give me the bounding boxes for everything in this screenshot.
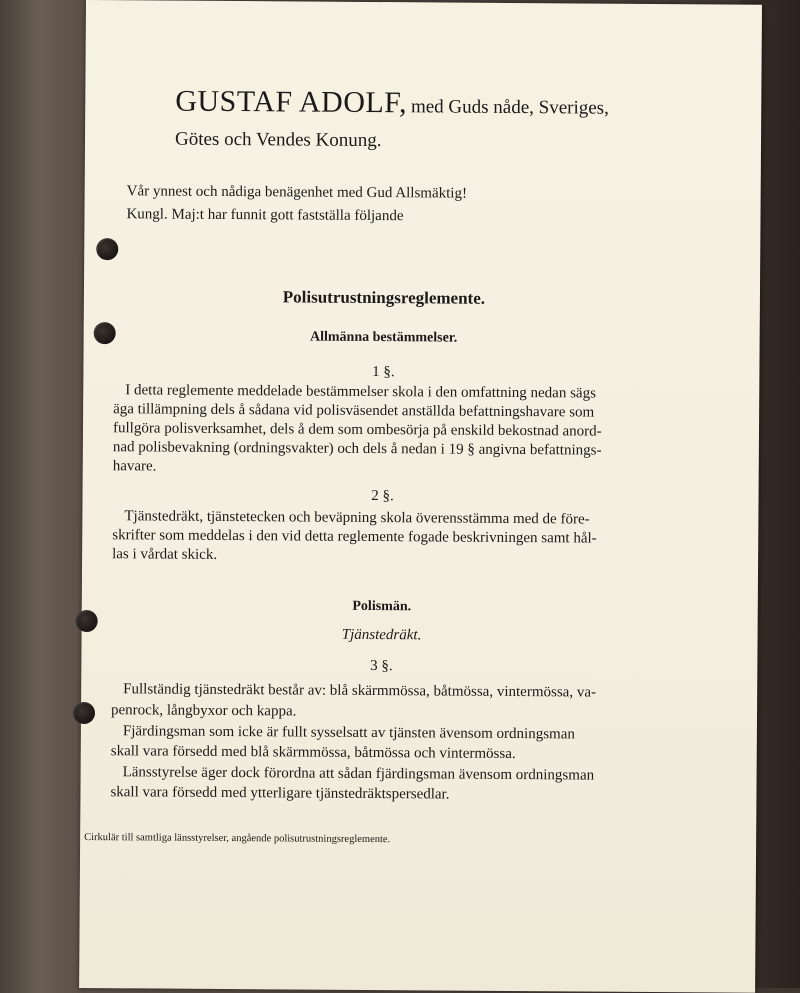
paragraph-line: I detta reglemente meddelade bestämmelser skola i den omfattning nedan sägs	[125, 382, 596, 402]
title-rest: med Guds nåde, Sveriges,	[410, 96, 609, 119]
paragraph-line: äga tillämpning dels å sådana vid polisväsendet anställda befattningshavare som	[113, 401, 595, 421]
paragraph-line: Fjärdingsman som icke är fullt sysselsatt av tjänsten ävensom ordningsman	[122, 723, 575, 743]
paragraph-number: 2 §.	[371, 488, 394, 505]
monarch-name: GUSTAF ADOLF,	[175, 84, 408, 120]
paragraph-line: skrifter som meddelas i den vid detta reglemente fogade beskrivningen samt hål-	[112, 527, 597, 547]
paragraph-line: Länsstyrelse äger dock förordna att sådan fjärdingsman ävensom ordningsman	[122, 764, 595, 784]
paragraph-line: havare.	[112, 458, 157, 475]
paragraph-line: fullgöra polisverksamhet, dels å dem som ombesörja på enskild bekostnad anord-	[112, 420, 602, 440]
paragraph-line: skall vara försedd med ytterligare tjänstedräktspersedlar.	[110, 784, 450, 803]
greeting-line-2: Kungl. Maj:t har funnit gott fastställa följande	[126, 206, 404, 225]
paragraph-line: nad polisbevakning (ordningsvakter) och dels å nedan i 19 § angivna befattnings-	[112, 439, 602, 459]
punch-hole	[73, 702, 95, 724]
punch-hole	[96, 238, 118, 260]
title-line-2: Götes och Vendes Konung.	[174, 128, 382, 152]
paragraph-line: Fullständig tjänstedräkt består av: blå skärmmössa, båtmössa, vintermössa, va-	[123, 681, 597, 701]
section-heading: Polismän.	[352, 598, 412, 615]
document-title	[175, 85, 609, 122]
paragraph-number: 1 §.	[372, 364, 395, 381]
paragraph-line: skall vara försedd med blå skärmmössa, båtmössa och vintermössa.	[110, 743, 516, 763]
footer-note: Cirkulär till samtliga länsstyrelser, angående polisutrustningsreglemente.	[84, 832, 391, 846]
greeting-line-1: Vår ynnest och nådiga benägenhet med Gud Allsmäktig!	[126, 183, 468, 202]
regulation-title: Polisutrustningsreglemente.	[282, 287, 486, 308]
paragraph-line: las i vårdat skick.	[112, 546, 218, 563]
section-subheading: Tjänstedräkt.	[341, 626, 422, 644]
paragraph-line: penrock, långbyxor och kappa.	[110, 702, 297, 720]
document-page	[79, 0, 762, 993]
paragraph-line: Tjänstedräkt, tjänstetecken och beväpning skola överensstämma med de före-	[124, 508, 590, 528]
section-heading: Allmänna bestämmelser.	[309, 329, 458, 346]
paragraph-number: 3 §.	[370, 657, 393, 675]
